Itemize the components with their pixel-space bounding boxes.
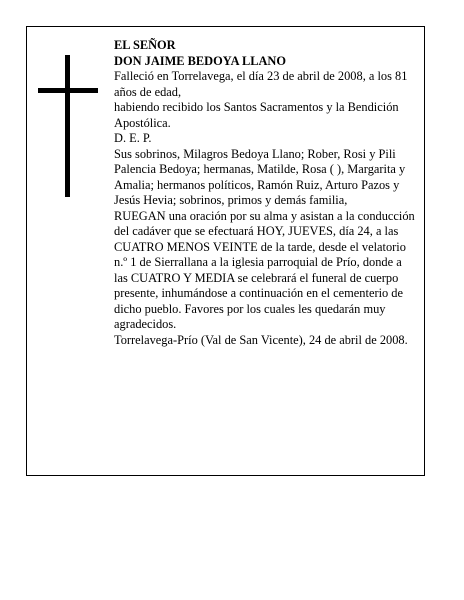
- rip-line: D. E. P.: [114, 131, 152, 145]
- obituary-notice: [26, 26, 425, 476]
- notice-title-line1: EL SEÑOR: [114, 38, 176, 52]
- death-announcement: Falleció en Torrelavega, el día 23 de abril de 2008, a los 81 años de edad,: [114, 69, 408, 99]
- sacraments-line: habiendo recibido los Santos Sacramentos y la Bendición Apostólica.: [114, 100, 399, 130]
- funeral-request: RUEGAN una oración por su alma y asistan a la conducción del cadáver que se efectuará HOY, JUEVES, día 24, a las CUATRO MENOS VEINTE de la tarde, desde el velatorio n.º 1 de Sierrallana a la iglesia parroquial de Prío, donde a las CUATRO Y MEDIA se celebrará el funeral de cuerpo presente, inhumándose a continuación en el cementerio de dicho pueblo. Favores por los cuales les quedarán muy agradecidos.: [114, 208, 415, 331]
- cross-horizontal-bar: [38, 88, 98, 93]
- deceased-name: DON JAIME BEDOYA LLANO: [114, 53, 287, 68]
- place-date-line: Torrelavega-Prío (Val de San Vicente), 24 de abril de 2008.: [114, 332, 408, 347]
- cross-vertical-bar: [65, 55, 70, 197]
- cross-icon: [38, 55, 98, 197]
- family-list: Sus sobrinos, Milagros Bedoya Llano; Rober, Rosi y Pili Palencia Bedoya; hermanas, Matilde, Rosa ( ), Margarita y Amalia; hermanos políticos, Ramón Ruiz, Arturo Pazos y Jesús Hevia; sobrinos, primos y demás familia,: [114, 146, 406, 207]
- notice-text: [114, 38, 416, 348]
